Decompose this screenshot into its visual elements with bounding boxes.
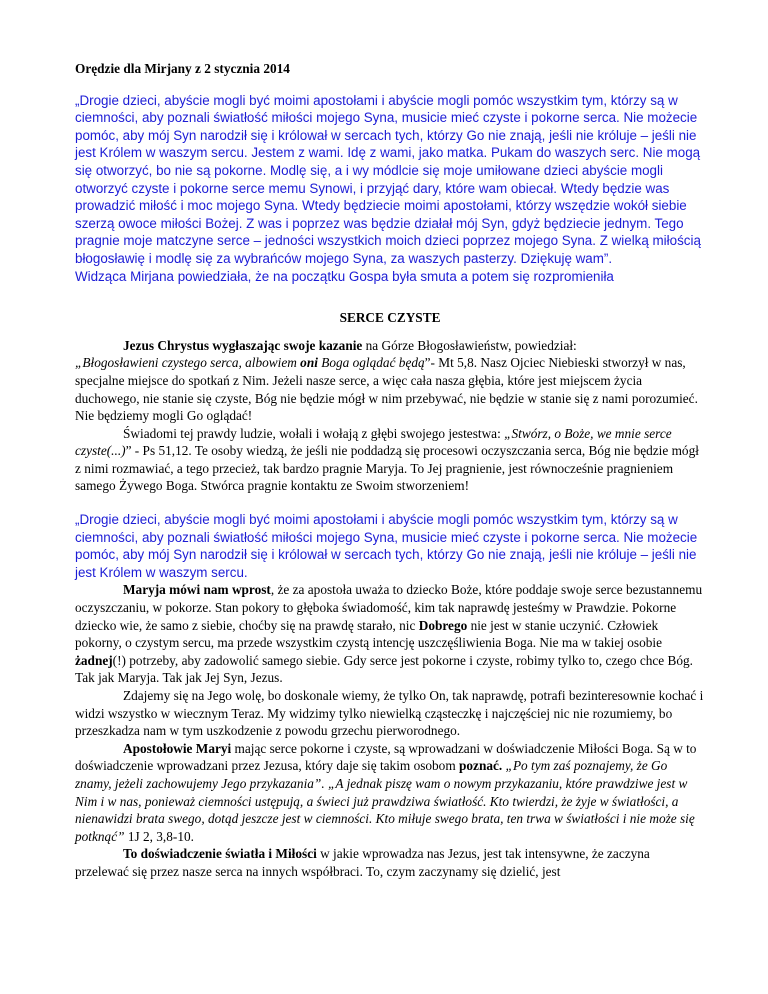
- paragraph-2: [75, 425, 705, 495]
- document-page: [75, 60, 705, 881]
- bold-text: Maryja mówi nam wprost: [123, 582, 271, 598]
- bold-text: Apostołowie Maryi: [123, 740, 232, 756]
- text: nie jest w stanie uczynić. Człowiek pokorny, o czystym sercu, ma przede wszystkim czystą intencję uszczęśliwienia Boga. Nie ma w takiej osobie: [75, 617, 662, 651]
- text: ”- Mt 5,8. Nasz Ojciec Niebieski stworzył w nas, specjalne miejsce do spotkań z Nim. Jeżeli nasze serce, a więc cała nasza głębia, które jest miejscem życia duchowego, nie stanie się czyste, Bóg nie będzie mógł w nim przebywać, nie będzie w stanie się z nami porozumieć. Nie będziemy mogli Go oglądać!: [75, 355, 698, 424]
- paragraph-5: [75, 740, 705, 846]
- text: , że za apostoła uważa to dziecko Boże, które poddaje swoje serce bezustannemu oczyszczaniu, w pokorze. Stan pokory to głęboka świadomość, kim tak naprawdę jesteśmy w Prawdzie. Pokorne dziecko wie, że samo z siebie, choćby się na prawdę starało, nic: [75, 582, 703, 633]
- paragraph-6: [75, 845, 705, 880]
- document-title: Orędzie dla Mirjany z 2 stycznia 2014: [75, 61, 290, 76]
- paragraph-3: [75, 581, 705, 687]
- quote: „Błogosławieni czystego serca, albowiem: [75, 355, 301, 371]
- text: ” - Ps 51,12. Te osoby wiedzą, że jeśli nie poddadzą się procesowi oczyszczania serca, Bóg nie będzie mógł z nimi rozmawiać, a tego przecież, tak bardzo pragnie Maryja. To Jej pragnienie, jest równocześnie pragnieniem samego Żywego Boga. Stwórca pragnie kontaktu ze Swoim stworzeniem!: [75, 443, 699, 494]
- message-quote-2: „Drogie dzieci, abyście mogli być moimi apostołami i abyście mogli pomóc wszystkim tym, którzy są w ciemności, aby poznali światłość miłości mojego Syna, musicie mieć czyste i pokorne serca. Nie możecie pomóc, aby mój Syn narodził się i królował w sercach tych, którzy Go nie znają, jeśli nie króluje – jeśli nie jest Królem w waszym sercu.: [75, 512, 698, 580]
- bold-text: Jezus Chrystus wygłaszając swoje kazanie: [123, 337, 363, 353]
- text: 1J 2, 3,8-10.: [124, 828, 194, 844]
- text: (!) potrzeby, aby zadowolić samego siebie. Gdy serce jest pokorne i czyste, robimy tylko to, czego chce Bóg. Tak jak Maryja. Tak jak Jej Syn, Jezus.: [75, 652, 693, 686]
- message-quote: „Drogie dzieci, abyście mogli być moimi apostołami i abyście mogli pomóc wszystkim tym, którzy są w ciemności, aby poznali światłość miłości mojego Syna, musicie mieć czyste i pokorne serca. Nie możecie pomóc, aby mój Syn narodził się i królował w sercach tych, którzy Go nie znają, jeśli nie króluje – jeśli nie jest Królem w waszym sercu. Jestem z wami. Idę z wami, jako matka. Pukam do waszych serc. Nie mogą się otworzyć, bo nie są pokorne. Modlę się, a i wy módlcie się moje umiłowane dzieci abyście mogli otworzyć czyste i pokorne serce memu Synowi, i przyjąć dary, które wam obiecał. Wtedy będzie was prowadzić miłość i moc mojego Syna. Wtedy będziecie moimi apostołami, którzy wszędzie wokół siebie szerzą owoce miłości Bożej. Z was i poprzez was będzie działał mój Syn, gdyż będziecie jednym. Tego pragnie moje matczyne serce – jedności wszystkich moich dzieci poprzez mojego Syna. Z wielką miłością błogosławię i modlę się za wybrańców mojego Syna, za waszych pasterzy. Dziękuję wam”.: [75, 92, 701, 266]
- paragraph-4: Zdajemy się na Jego wolę, bo doskonale wiemy, że tylko On, tak naprawdę, potrafi bezinteresownie kochać i widzi wszystko w wiecznym Teraz. My widzimy tylko niewielką cząsteczkę i najczęściej nic nie rozumiemy, bo przeszkadza nam w tym uszkodzenie z powodu grzechu pierworodnego.: [75, 688, 704, 739]
- text: na Górze Błogosławieństw, powiedział:: [362, 337, 577, 353]
- text: Świadomi tej prawdy ludzie, wołali i wołają z głębi swojego jestestwa:: [123, 425, 505, 441]
- bold-text: Dobrego: [418, 617, 468, 633]
- quote: „Stwórz, o Boże, we mnie serce czyste(...): [75, 425, 672, 459]
- quote: Boga oglądać będą: [317, 355, 425, 371]
- bold-text: To doświadczenie światła i Miłości: [123, 846, 317, 862]
- text: w jakie wprowadza nas Jezus, jest tak intensywne, że zaczyna przelewać się przez nasze serca na innych współbraci. To, czym zaczynamy się dzielić, jest: [75, 846, 650, 879]
- seer-note: Widząca Mirjana powiedziała, że na początku Gospa była smuta a potem się rozpromieniła: [75, 268, 614, 284]
- bold-text: żadnej: [75, 652, 113, 668]
- section-title: SERCE CZYSTE: [339, 310, 441, 326]
- quote: „Po tym zaś poznajemy, że Go znamy, jeżeli zachowujemy Jego przykazania”. „A jednak piszę wam o nowym przykazaniu, które prawdziwe jest w Nim i w nas, ponieważ ciemności ustępują, a świeci już prawdziwa światłość. Kto twierdzi, że żyje w światłości, a nienawidzi brata swego, dotąd jeszcze jest w ciemności. Kto miłuje swego brata, ten trwa w światłości i nie może się potknąć”: [75, 758, 695, 844]
- paragraph-1: [75, 337, 705, 425]
- bold-text: poznać.: [459, 758, 503, 774]
- bold-quote: oni: [300, 355, 318, 371]
- text: mając serce pokorne i czyste, są wprowadzani w doświadczenie Miłości Boga. Są w to doświadczenie wprowadzani przez Jezusa, który daje się takim osobom: [75, 740, 697, 774]
